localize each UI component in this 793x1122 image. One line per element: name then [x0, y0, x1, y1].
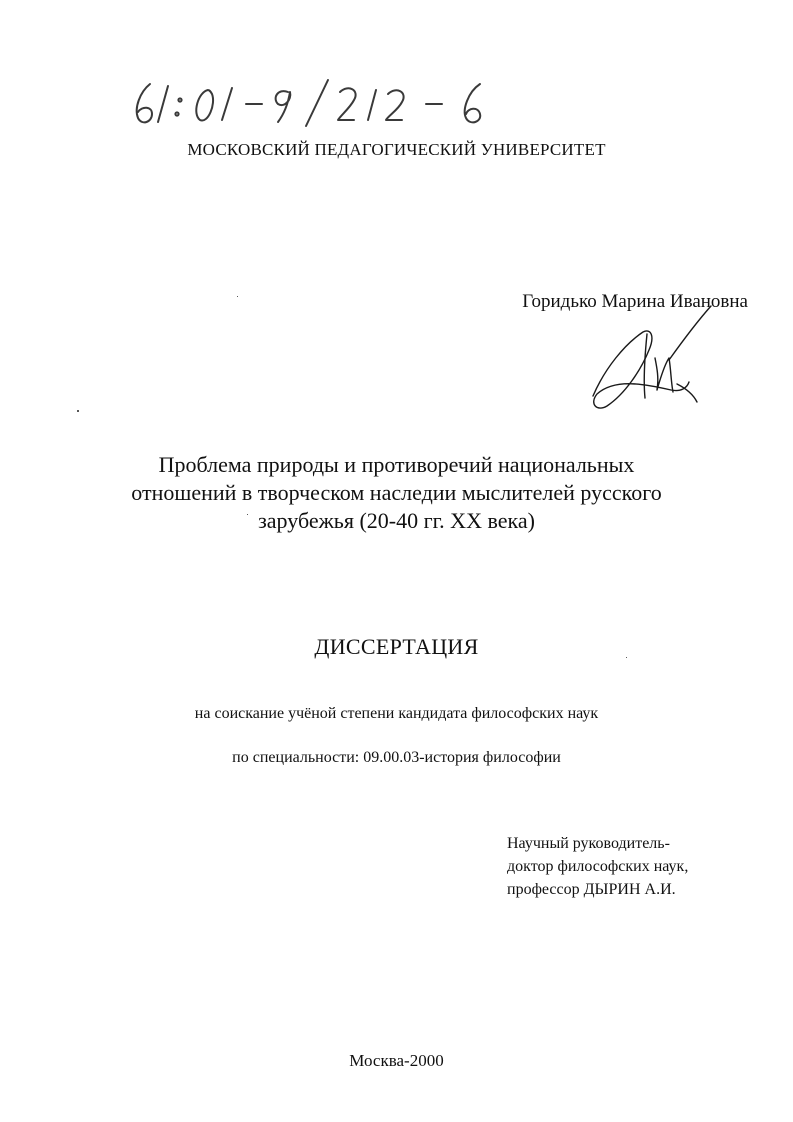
city-year: Москва-2000	[349, 1051, 444, 1070]
title-line: зарубежья (20-40 гг. XX века)	[258, 508, 535, 533]
author-name: Горидько Марина Ивановна	[522, 291, 748, 312]
title-line: отношений в творческом наследии мыслителей русского	[131, 480, 662, 505]
scan-speck	[77, 410, 79, 412]
degree-line: на соискание учёной степени кандидата философских наук	[194, 705, 599, 722]
supervisor-line: Научный руководитель-	[507, 835, 670, 852]
title-line: Проблема природы и противоречий национальных	[158, 452, 635, 477]
supervisor-block	[507, 832, 767, 901]
scan-speck	[237, 296, 238, 297]
supervisor-line: профессор ДЫРИН А.И.	[507, 881, 676, 898]
supervisor-line: доктор философских наук,	[507, 858, 689, 875]
scan-speck	[626, 657, 627, 658]
specialty-line: по специальности: 09.00.03-история философии	[232, 749, 561, 766]
handwritten-archive-code	[128, 70, 528, 130]
scan-speck	[247, 514, 248, 515]
dissertation-title	[100, 451, 693, 535]
university-name: МОСКОВСКИЙ ПЕДАГОГИЧЕСКИЙ УНИВЕРСИТЕТ	[187, 140, 606, 159]
author-signature	[585, 298, 725, 418]
document-type: ДИССЕРТАЦИЯ	[314, 634, 479, 659]
